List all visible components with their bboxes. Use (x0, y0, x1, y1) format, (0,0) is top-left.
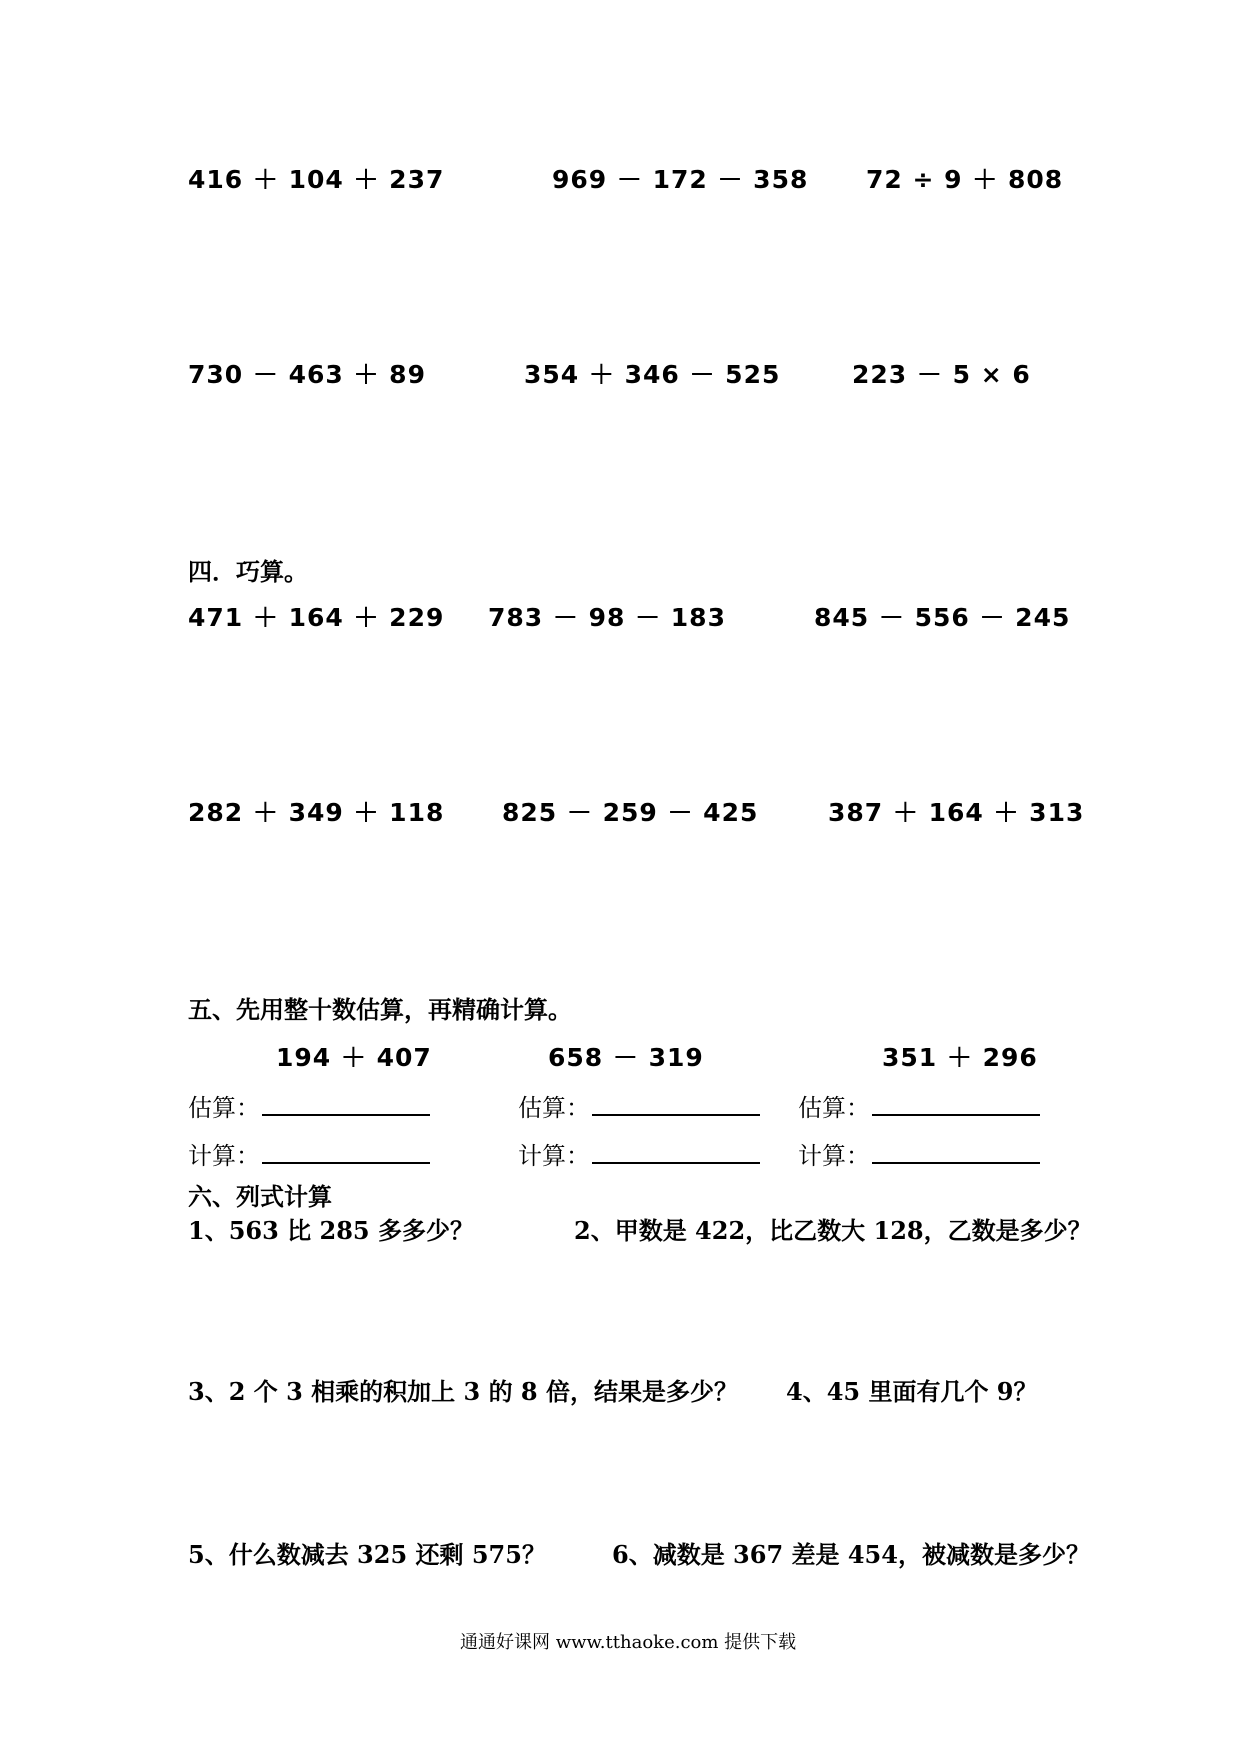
expression: 72 ÷ 9 ＋ 808 (866, 165, 1064, 194)
section-heading: 四．巧算。 (188, 558, 308, 586)
exact-label: 计算： (518, 1142, 590, 1170)
word-problem: 6、减数是 367 差是 454，被减数是多少？ (612, 1540, 1090, 1569)
exact-label: 计算： (798, 1142, 870, 1170)
estimate-blank[interactable] (872, 1114, 1040, 1116)
word-problem: 5、什么数减去 325 还剩 575？ (188, 1540, 546, 1569)
estimate-blank[interactable] (262, 1114, 430, 1116)
exact-blank[interactable] (592, 1162, 760, 1164)
expression: 471 ＋ 164 ＋ 229 (188, 603, 445, 632)
exact-label: 计算： (188, 1142, 260, 1170)
expression: 354 ＋ 346 － 525 (524, 360, 781, 389)
exact-blank[interactable] (262, 1162, 430, 1164)
expression: 730 － 463 ＋ 89 (188, 360, 426, 389)
word-problem: 4、45 里面有几个 9？ (786, 1377, 1038, 1406)
expression: 282 ＋ 349 ＋ 118 (188, 798, 445, 827)
expression: 825 － 259 － 425 (502, 798, 759, 827)
expression: 387 ＋ 164 ＋ 313 (828, 798, 1085, 827)
section-heading: 六、列式计算 (188, 1183, 332, 1211)
expression: 416 ＋ 104 ＋ 237 (188, 165, 445, 194)
word-problem: 1、563 比 285 多多少？ (188, 1216, 474, 1245)
estimate-blank[interactable] (592, 1114, 760, 1116)
exact-blank[interactable] (872, 1162, 1040, 1164)
estimate-label: 估算： (798, 1094, 870, 1122)
estimate-label: 估算： (188, 1094, 260, 1122)
expression: 351 ＋ 296 (882, 1043, 1038, 1072)
expression: 845 － 556 － 245 (814, 603, 1071, 632)
expression: 969 － 172 － 358 (552, 165, 809, 194)
expression: 783 － 98 － 183 (488, 603, 726, 632)
section-heading: 五、先用整十数估算，再精确计算。 (188, 996, 572, 1024)
expression: 223 － 5 × 6 (852, 360, 1031, 389)
expression: 658 － 319 (548, 1043, 704, 1072)
expression: 194 ＋ 407 (276, 1043, 432, 1072)
estimate-label: 估算： (518, 1094, 590, 1122)
word-problem: 3、2 个 3 相乘的积加上 3 的 8 倍，结果是多少？ (188, 1377, 738, 1406)
footer-text: 通通好课网 www.tthaoke.com 提供下载 (460, 1632, 797, 1653)
word-problem: 2、甲数是 422，比乙数大 128，乙数是多少？ (574, 1216, 1092, 1245)
